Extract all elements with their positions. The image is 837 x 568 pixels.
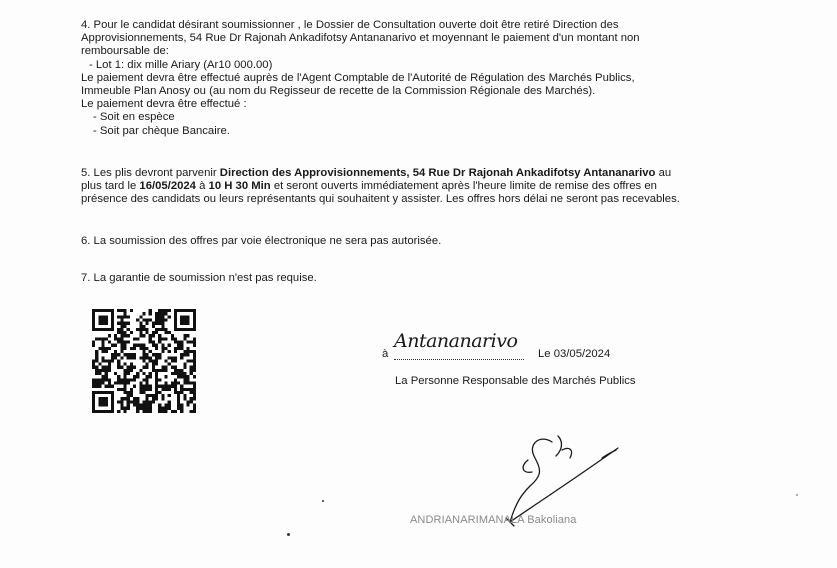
signer-name: ANDRIANARIMANALA Bakoliana (410, 514, 577, 526)
section-5-line-3: présence des candidats ou leurs représentants qui souhaitent y assister. Les offres hors délai ne seront pas recevables. (81, 193, 680, 206)
handwritten-city: Antananarivo (394, 330, 518, 352)
section-4-intro-line-3: remboursable de: (81, 45, 169, 58)
section-4-intro-line-2: Approvisionnements, 54 Rue Dr Rajonah Ankadifotsy Antananarivo et moyennant le paiement d'un montant non (81, 32, 640, 45)
lot-line: - Lot 1: dix mille Ariary (Ar10 000.00) (89, 58, 273, 71)
deadline-date: 16/05/2024 (139, 180, 196, 193)
section-6: 6. La soumission des offres par voie électronique ne sera pas autorisée. (81, 235, 442, 247)
signer-role: La Personne Responsable des Marchés Publics (395, 375, 636, 387)
place-prefix: à (382, 348, 389, 360)
section-5-line-1 (81, 167, 761, 180)
payment-option-cheque: - Soit par chèque Bancaire. (93, 124, 230, 137)
section-5-a: à (199, 180, 206, 193)
section-5-plus-tard: plus tard le (81, 180, 137, 193)
section-5 (81, 167, 761, 207)
payment-mode-line: Le paiement devra être effectué : (81, 98, 247, 111)
scan-speck (287, 533, 290, 536)
section-4-intro-line-1: 4. Pour le candidat désirant soumissionner , le Dossier de Consultation ouverte doit être retiré Direction des (81, 19, 619, 31)
payment-line-1: Le paiement devra être effectué auprès de l'Agent Comptable de l'Autorité de Régulation des Marchés Publics, (81, 71, 635, 84)
qr-code-icon (92, 309, 196, 413)
section-4 (81, 19, 761, 138)
signature-date: Le 03/05/2024 (538, 348, 611, 360)
section-7: 7. La garantie de soumission n'est pas requise. (81, 272, 317, 284)
payment-option-cash: - Soit en espèce (93, 111, 175, 124)
scan-speck (322, 500, 324, 502)
section-5-rest: et seront ouverts immédiatement après l'heure limite de remise des offres en (273, 180, 657, 193)
section-5-line-2 (81, 180, 761, 193)
deadline-time: 10 H 30 Min (208, 180, 271, 193)
section-5-lead: 5. Les plis devront parvenir (81, 167, 217, 179)
payment-line-2: Immeuble Plan Anosy ou (au nom du Regisseur de recette de la Commission Régionale des Marchés). (81, 85, 596, 98)
section-5-au: au (658, 167, 672, 179)
place-date-line (382, 330, 642, 363)
scan-speck (796, 494, 798, 496)
delivery-address: Direction des Approvisionnements, 54 Rue Dr Rajonah Ankadifotsy Antananarivo (219, 167, 656, 179)
